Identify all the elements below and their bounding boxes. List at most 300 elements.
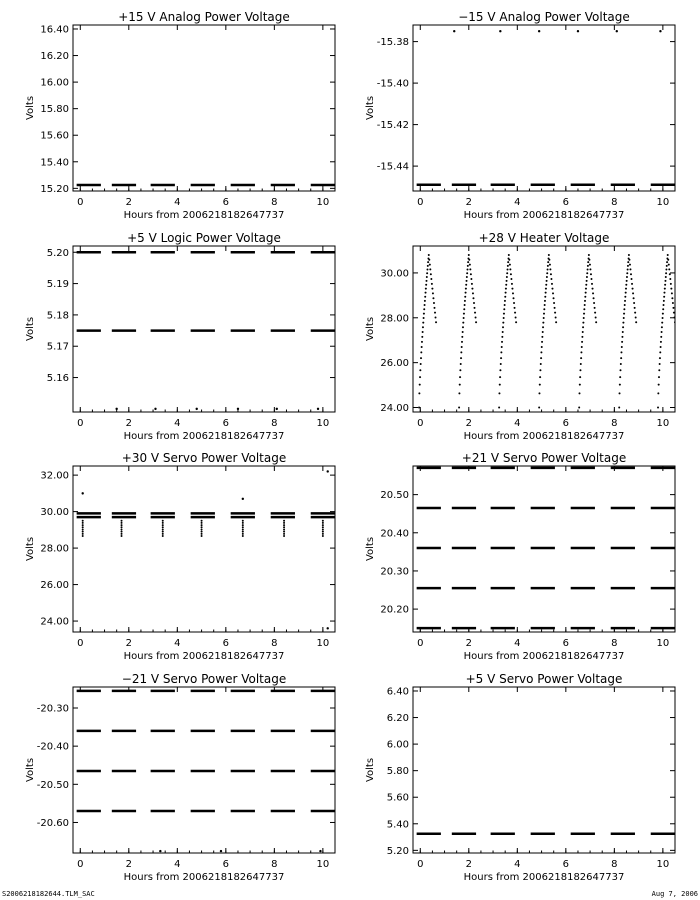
data-point	[627, 261, 629, 263]
y-tick-label: 6.00	[386, 739, 409, 751]
data-point	[633, 297, 635, 299]
data-point	[422, 326, 424, 328]
data-point	[283, 520, 285, 522]
data-point	[426, 276, 428, 278]
data-point	[420, 363, 422, 365]
data-point	[201, 533, 203, 535]
data-point	[666, 261, 668, 263]
data-point	[668, 264, 670, 266]
data-point	[503, 308, 505, 310]
data-point	[587, 265, 589, 267]
data-point	[578, 392, 580, 394]
data-point	[539, 376, 541, 378]
data-point	[433, 307, 435, 309]
data-point	[661, 331, 663, 333]
data-point	[420, 351, 422, 353]
data-point	[634, 312, 636, 314]
data-point	[322, 524, 324, 526]
data-point	[663, 300, 665, 302]
data-point	[555, 321, 557, 323]
data-point	[470, 273, 472, 275]
data-point	[589, 268, 591, 270]
data-point	[242, 528, 244, 530]
y-tick-label: 32.00	[40, 470, 69, 482]
data-point	[540, 351, 542, 353]
y-tick-label: -15.38	[376, 37, 409, 49]
data-point	[508, 254, 510, 256]
data-point	[82, 520, 84, 522]
x-tick-label: 0	[77, 859, 84, 870]
data-point	[459, 369, 461, 371]
data-point	[499, 30, 501, 32]
data-point	[538, 30, 540, 32]
data-point	[461, 341, 463, 343]
data-point	[424, 304, 426, 306]
x-tick-label: 10	[316, 197, 330, 208]
y-axis-label: Volts	[25, 757, 36, 783]
data-point	[585, 292, 587, 294]
x-tick-label: 2	[465, 638, 472, 649]
data-point	[322, 535, 324, 537]
data-point	[220, 850, 222, 852]
data-point	[585, 288, 587, 290]
plot-frame	[413, 246, 675, 412]
data-point	[623, 317, 625, 319]
data-point	[162, 531, 164, 533]
chart-panel-6	[365, 451, 675, 662]
data-point	[547, 261, 549, 263]
data-point	[586, 280, 588, 282]
data-point	[319, 850, 321, 852]
data-point	[322, 531, 324, 533]
y-tick-label: 28.00	[40, 543, 69, 555]
data-point	[433, 302, 435, 304]
x-tick-label: 4	[514, 418, 521, 429]
data-point	[426, 269, 428, 271]
data-point	[201, 524, 203, 526]
data-point	[242, 535, 244, 537]
y-tick-label: -20.60	[36, 817, 69, 829]
data-point	[621, 336, 623, 338]
data-point	[426, 280, 428, 282]
data-point	[588, 259, 590, 261]
data-point	[242, 498, 244, 500]
data-point	[659, 363, 661, 365]
data-point	[426, 272, 428, 274]
data-point	[283, 533, 285, 535]
x-tick-label: 6	[562, 418, 570, 429]
x-tick-label: 6	[222, 859, 230, 870]
data-point	[121, 522, 123, 524]
data-point	[509, 268, 511, 270]
data-point	[657, 407, 659, 409]
y-tick-label: 28.00	[380, 313, 409, 325]
data-point	[548, 259, 550, 261]
data-point	[511, 283, 513, 285]
data-point	[162, 535, 164, 537]
data-point	[425, 288, 427, 290]
data-point	[577, 30, 579, 32]
data-point	[619, 369, 621, 371]
x-tick-label: 0	[77, 197, 84, 208]
data-point	[578, 407, 580, 409]
plot-frame	[73, 466, 335, 632]
y-tick-label: 20.50	[380, 490, 409, 502]
x-axis-label: Hours from 2006218182647737	[463, 651, 625, 662]
data-point	[82, 526, 84, 528]
data-point	[434, 312, 436, 314]
y-tick-label: 5.19	[46, 279, 69, 291]
x-tick-label: 10	[656, 418, 670, 429]
data-point	[506, 276, 508, 278]
data-point	[507, 269, 509, 271]
y-tick-label: 5.60	[386, 792, 409, 804]
x-axis-label: Hours from 2006218182647737	[463, 210, 625, 221]
data-point	[664, 284, 666, 286]
data-point	[431, 288, 433, 290]
data-point	[515, 316, 517, 318]
data-point	[475, 321, 477, 323]
data-point	[505, 284, 507, 286]
data-point	[201, 520, 203, 522]
x-tick-label: 2	[125, 638, 132, 649]
data-point	[419, 384, 421, 386]
data-point	[462, 326, 464, 328]
data-point	[432, 292, 434, 294]
data-point	[663, 296, 665, 298]
x-axis-label: Hours from 2006218182647737	[123, 872, 285, 883]
data-point	[162, 520, 164, 522]
plot-frame	[73, 246, 335, 412]
y-axis-label: Volts	[25, 95, 36, 121]
data-point	[458, 407, 460, 409]
data-point	[671, 297, 673, 299]
data-point	[555, 316, 557, 318]
x-tick-label: 8	[271, 638, 278, 649]
data-point	[460, 363, 462, 365]
data-point	[625, 284, 627, 286]
data-point	[468, 259, 470, 261]
y-tick-label: 26.00	[40, 580, 69, 592]
data-point	[154, 408, 156, 410]
data-layer	[418, 254, 676, 409]
footer-filename: S2006218182644.TLM_SAC	[2, 890, 95, 898]
data-point	[507, 265, 509, 267]
data-point	[82, 535, 84, 537]
data-point	[465, 288, 467, 290]
data-point	[582, 322, 584, 324]
data-point	[463, 317, 465, 319]
data-point	[588, 254, 590, 256]
data-point	[462, 331, 464, 333]
data-point	[201, 531, 203, 533]
data-point	[201, 528, 203, 530]
data-point	[544, 304, 546, 306]
data-point	[276, 408, 278, 410]
data-point	[327, 627, 329, 629]
data-layer	[77, 252, 335, 410]
data-point	[502, 322, 504, 324]
data-point	[544, 296, 546, 298]
data-point	[435, 321, 437, 323]
data-point	[428, 254, 430, 256]
data-point	[616, 30, 618, 32]
data-point	[619, 376, 621, 378]
data-point	[548, 254, 550, 256]
data-point	[662, 313, 664, 315]
data-point	[515, 321, 517, 323]
data-point	[196, 408, 198, 410]
x-tick-label: 2	[125, 197, 132, 208]
chart-panel-8	[365, 672, 675, 883]
data-point	[552, 292, 554, 294]
y-tick-label: -15.42	[376, 120, 409, 132]
chart-title: −21 V Servo Power Voltage	[121, 672, 287, 686]
x-tick-label: 4	[514, 859, 521, 870]
data-point	[508, 259, 510, 261]
data-point	[467, 265, 469, 267]
data-point	[463, 313, 465, 315]
data-point	[461, 336, 463, 338]
data-point	[554, 312, 556, 314]
x-tick-label: 10	[656, 859, 670, 870]
data-point	[629, 264, 631, 266]
data-point	[283, 522, 285, 524]
data-point	[622, 326, 624, 328]
y-tick-label: 5.16	[46, 373, 69, 385]
data-point	[633, 302, 635, 304]
data-point	[322, 522, 324, 524]
chart-panel-5	[25, 451, 335, 662]
data-point	[554, 307, 556, 309]
data-point	[546, 272, 548, 274]
x-tick-label: 0	[417, 197, 424, 208]
data-point	[322, 533, 324, 535]
data-point	[551, 283, 553, 285]
data-point	[82, 524, 84, 526]
data-point	[473, 302, 475, 304]
data-point	[242, 531, 244, 533]
data-point	[427, 265, 429, 267]
data-point	[669, 273, 671, 275]
data-point	[418, 407, 420, 409]
y-tick-label: -15.44	[376, 161, 409, 173]
data-point	[589, 264, 591, 266]
data-point	[464, 300, 466, 302]
data-point	[543, 317, 545, 319]
chart-panel-2	[365, 10, 675, 221]
data-point	[500, 351, 502, 353]
data-point	[237, 408, 239, 410]
chart-title: +21 V Servo Power Voltage	[461, 451, 627, 465]
data-point	[542, 322, 544, 324]
data-point	[464, 304, 466, 306]
data-point	[631, 278, 633, 280]
data-point	[590, 278, 592, 280]
data-point	[162, 524, 164, 526]
x-tick-label: 8	[271, 197, 278, 208]
y-tick-label: 5.40	[386, 819, 409, 831]
data-point	[539, 369, 541, 371]
data-point	[432, 297, 434, 299]
data-point	[542, 331, 544, 333]
data-point	[658, 369, 660, 371]
data-point	[201, 526, 203, 528]
data-point	[499, 369, 501, 371]
data-point	[502, 326, 504, 328]
data-point	[674, 321, 676, 323]
data-point	[459, 384, 461, 386]
footer-date: Aug 7, 2006	[651, 890, 698, 898]
x-tick-label: 8	[611, 197, 618, 208]
chart-title: +30 V Servo Power Voltage	[121, 451, 287, 465]
y-tick-label: 15.80	[40, 104, 69, 116]
data-layer	[417, 30, 675, 185]
data-point	[661, 322, 663, 324]
data-point	[283, 526, 285, 528]
x-axis-label: Hours from 2006218182647737	[123, 651, 285, 662]
data-point	[509, 264, 511, 266]
data-point	[504, 300, 506, 302]
y-tick-label: 20.30	[380, 566, 409, 578]
data-point	[551, 288, 553, 290]
data-point	[242, 533, 244, 535]
x-tick-label: 6	[222, 197, 230, 208]
data-point	[465, 284, 467, 286]
data-point	[458, 392, 460, 394]
x-tick-label: 4	[174, 638, 181, 649]
x-tick-label: 10	[656, 197, 670, 208]
data-point	[460, 357, 462, 359]
data-point	[465, 292, 467, 294]
x-tick-label: 0	[417, 638, 424, 649]
data-point	[82, 522, 84, 524]
data-point	[513, 297, 515, 299]
data-point	[507, 261, 509, 263]
data-point	[466, 276, 468, 278]
data-point	[121, 526, 123, 528]
data-point	[668, 268, 670, 270]
data-point	[667, 254, 669, 256]
data-point	[468, 254, 470, 256]
data-point	[629, 268, 631, 270]
data-point	[327, 470, 329, 472]
data-point	[538, 407, 540, 409]
data-point	[467, 261, 469, 263]
data-point	[201, 535, 203, 537]
data-point	[626, 276, 628, 278]
data-point	[503, 317, 505, 319]
data-point	[580, 363, 582, 365]
x-tick-label: 6	[562, 197, 570, 208]
data-point	[421, 346, 423, 348]
data-point	[628, 254, 630, 256]
data-point	[501, 336, 503, 338]
data-point	[474, 312, 476, 314]
data-point	[423, 313, 425, 315]
data-point	[121, 528, 123, 530]
data-point	[553, 297, 555, 299]
data-point	[592, 292, 594, 294]
data-point	[630, 273, 632, 275]
x-tick-label: 0	[77, 638, 84, 649]
data-point	[421, 341, 423, 343]
y-tick-label: 16.00	[40, 77, 69, 89]
data-point	[547, 269, 549, 271]
data-point	[620, 363, 622, 365]
data-point	[466, 272, 468, 274]
y-tick-label: 16.40	[40, 24, 69, 36]
data-point	[671, 292, 673, 294]
data-point	[663, 292, 665, 294]
data-point	[543, 313, 545, 315]
data-point	[591, 283, 593, 285]
data-point	[665, 272, 667, 274]
data-point	[420, 357, 422, 359]
data-point	[504, 296, 506, 298]
x-tick-label: 2	[465, 859, 472, 870]
data-point	[424, 296, 426, 298]
data-point	[472, 297, 474, 299]
data-point	[121, 535, 123, 537]
data-point	[322, 528, 324, 530]
data-point	[547, 265, 549, 267]
data-point	[580, 357, 582, 359]
data-point	[435, 316, 437, 318]
data-point	[425, 284, 427, 286]
data-point	[424, 300, 426, 302]
data-point	[584, 296, 586, 298]
data-point	[584, 304, 586, 306]
chart-title: +28 V Heater Voltage	[478, 231, 610, 245]
data-layer	[77, 470, 335, 629]
data-point	[623, 308, 625, 310]
data-point	[500, 357, 502, 359]
data-point	[464, 296, 466, 298]
x-tick-label: 4	[514, 638, 521, 649]
data-point	[658, 376, 660, 378]
x-tick-label: 6	[562, 859, 570, 870]
data-point	[499, 376, 501, 378]
x-tick-label: 4	[174, 197, 181, 208]
data-point	[659, 357, 661, 359]
data-point	[542, 326, 544, 328]
data-point	[539, 384, 541, 386]
data-point	[431, 283, 433, 285]
data-point	[626, 280, 628, 282]
data-point	[666, 265, 668, 267]
data-point	[475, 316, 477, 318]
x-tick-label: 8	[271, 418, 278, 429]
y-tick-label: -20.50	[36, 779, 69, 791]
y-tick-label: 15.60	[40, 130, 69, 142]
y-tick-label: 5.20	[386, 845, 409, 857]
data-point	[541, 336, 543, 338]
data-point	[474, 307, 476, 309]
data-point	[469, 264, 471, 266]
data-point	[501, 341, 503, 343]
chart-title: +5 V Servo Power Voltage	[465, 672, 623, 686]
data-point	[82, 492, 84, 494]
data-point	[242, 526, 244, 528]
y-tick-label: 16.20	[40, 51, 69, 63]
data-point	[583, 317, 585, 319]
y-tick-label: 15.40	[40, 157, 69, 169]
data-point	[427, 261, 429, 263]
data-point	[510, 278, 512, 280]
data-point	[541, 346, 543, 348]
x-tick-label: 4	[514, 197, 521, 208]
